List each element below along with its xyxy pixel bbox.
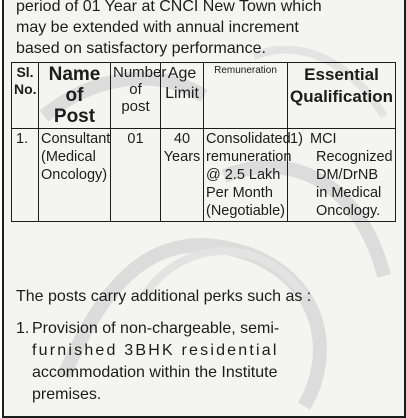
intro-line: based on satisfactory performance. — [16, 40, 266, 57]
column-header-name-of-post: Name of Post — [39, 63, 111, 129]
perk-line: premises. — [32, 386, 102, 403]
table-row — [12, 129, 396, 222]
perk-number: 1. — [16, 320, 30, 337]
perk-line: Provision of non-chargeable, semi- — [32, 320, 280, 337]
cell-name-of-post: Consultant (Medical Oncology) — [39, 129, 111, 222]
perks-intro-text: The posts carry additional perks such as : — [16, 288, 312, 305]
intro-paragraph — [16, 0, 400, 59]
perk-line: accommodation within the Institute — [32, 364, 278, 381]
cell-number-of-post: 01 — [111, 129, 161, 222]
table-header-row — [12, 63, 396, 129]
cell-remuneration: Consolidated remuneration @ 2.5 Lakh Per Month (Negotiable) — [204, 129, 288, 222]
column-header-sl-no: Sl. No. — [12, 63, 39, 129]
column-header-essential-qualification: Essential Qualification — [288, 63, 396, 129]
intro-line: may be extended with annual increment — [16, 19, 299, 36]
advertisement-panel — [2, 0, 406, 418]
column-header-number-of-post: Number of post — [111, 63, 161, 129]
cell-sl-no: 1. — [12, 129, 39, 222]
posts-table — [11, 62, 396, 222]
perk-line: furnished 3BHK residential — [32, 342, 279, 359]
perk-list-item — [16, 318, 394, 406]
intro-line: period of 01 Year at CNCI New Town which — [16, 0, 322, 15]
cell-essential-qualification: 1) MCI Recognized DM/DrNB in Medical Oncology. — [288, 129, 396, 222]
column-header-age-limit: Age Limit — [161, 63, 204, 129]
cell-age-limit: 40 Years — [161, 129, 204, 222]
column-header-remuneration: Remuneration — [204, 63, 288, 129]
